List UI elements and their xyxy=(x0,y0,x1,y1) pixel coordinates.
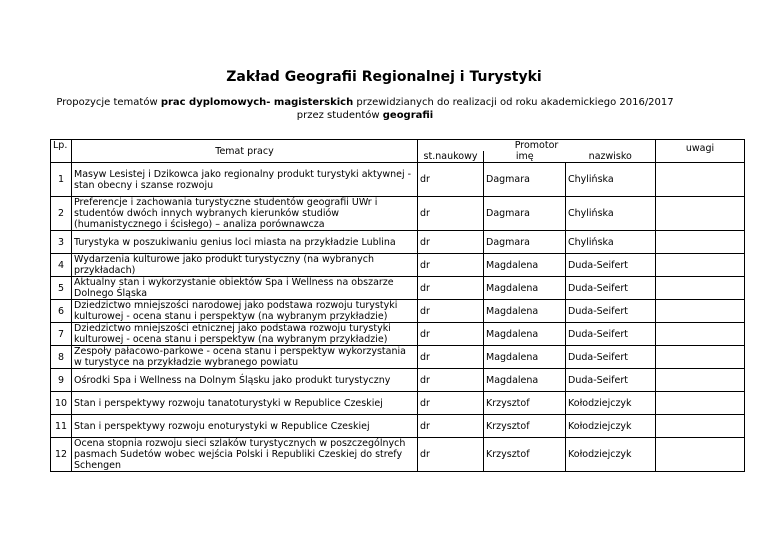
table-row xyxy=(51,438,745,472)
row-remarks xyxy=(656,369,745,392)
row-remarks xyxy=(656,197,745,231)
header-uwagi: uwagi xyxy=(656,140,745,163)
row-remarks xyxy=(656,231,745,254)
row-number: 2 xyxy=(51,197,72,231)
row-last-name: Duda-Seifert xyxy=(566,323,656,346)
row-remarks xyxy=(656,392,745,415)
row-st-naukowy: dr xyxy=(418,197,484,231)
row-remarks xyxy=(656,323,745,346)
row-last-name: Duda-Seifert xyxy=(566,277,656,300)
row-topic: Masyw Lesistej i Dzikowca jako regionalny produkt turystyki aktywnej - stan obecny i szanse rozwoju xyxy=(72,163,418,197)
header-imie: imę xyxy=(484,151,566,163)
row-st-naukowy: dr xyxy=(418,346,484,369)
row-first-name: Krzysztof xyxy=(484,415,566,438)
table-row xyxy=(51,197,745,231)
subtitle-line-1: Propozycje tematów prac dyplomowych- magisterskich przewidzianych do realizacji od roku akademickiego 2016/2017 xyxy=(56,97,674,108)
row-topic: Dziedzictwo mniejszości narodowej jako podstawa rozwoju turystyki kulturowej - ocena stanu i perspektyw (na wybranym przykładzie) xyxy=(72,300,418,323)
row-last-name: Chylińska xyxy=(566,231,656,254)
row-remarks xyxy=(656,438,745,472)
document-title: Zakład Geografii Regionalnej i Turystyki xyxy=(226,69,542,85)
row-number: 11 xyxy=(51,415,72,438)
row-first-name: Dagmara xyxy=(484,163,566,197)
table-row xyxy=(51,231,745,254)
row-topic: Stan i perspektywy rozwoju tanatoturystyki w Republice Czeskiej xyxy=(72,392,418,415)
table-row xyxy=(51,323,745,346)
table-row xyxy=(51,277,745,300)
row-st-naukowy: dr xyxy=(418,254,484,277)
table-row xyxy=(51,163,745,197)
row-topic: Dziedzictwo mniejszości etnicznej jako podstawa rozwoju turystyki kulturowej - ocena stanu i perspektyw (na wybranym przykładzie) xyxy=(72,323,418,346)
row-number: 10 xyxy=(51,392,72,415)
header-nazwisko: nazwisko xyxy=(566,151,656,163)
row-first-name: Magdalena xyxy=(484,369,566,392)
row-number: 6 xyxy=(51,300,72,323)
row-last-name: Duda-Seifert xyxy=(566,369,656,392)
table-row xyxy=(51,300,745,323)
row-topic: Stan i perspektywy rozwoju enoturystyki w Republice Czeskiej xyxy=(72,415,418,438)
row-last-name: Kołodziejczyk xyxy=(566,415,656,438)
row-st-naukowy: dr xyxy=(418,163,484,197)
row-remarks xyxy=(656,300,745,323)
table-row xyxy=(51,415,745,438)
header-st-naukowy: st.naukowy xyxy=(418,151,484,163)
row-last-name: Duda-Seifert xyxy=(566,300,656,323)
row-last-name: Kołodziejczyk xyxy=(566,392,656,415)
row-last-name: Kołodziejczyk xyxy=(566,438,656,472)
row-first-name: Magdalena xyxy=(484,254,566,277)
row-number: 1 xyxy=(51,163,72,197)
row-number: 4 xyxy=(51,254,72,277)
row-st-naukowy: dr xyxy=(418,392,484,415)
row-number: 12 xyxy=(51,438,72,472)
row-first-name: Magdalena xyxy=(484,346,566,369)
row-last-name: Duda-Seifert xyxy=(566,346,656,369)
row-number: 5 xyxy=(51,277,72,300)
row-last-name: Duda-Seifert xyxy=(566,254,656,277)
row-first-name: Dagmara xyxy=(484,231,566,254)
row-first-name: Krzysztof xyxy=(484,438,566,472)
row-remarks xyxy=(656,415,745,438)
row-number: 8 xyxy=(51,346,72,369)
topics-table xyxy=(50,139,745,472)
row-first-name: Magdalena xyxy=(484,323,566,346)
row-st-naukowy: dr xyxy=(418,277,484,300)
table-row xyxy=(51,254,745,277)
row-topic: Aktualny stan i wykorzystanie obiektów Spa i Wellness na obszarze Dolnego Śląska xyxy=(72,277,418,300)
row-last-name: Chylińska xyxy=(566,197,656,231)
row-st-naukowy: dr xyxy=(418,231,484,254)
row-topic: Ośrodki Spa i Wellness na Dolnym Śląsku jako produkt turystyczny xyxy=(72,369,418,392)
table-row xyxy=(51,346,745,369)
row-st-naukowy: dr xyxy=(418,300,484,323)
row-st-naukowy: dr xyxy=(418,323,484,346)
row-first-name: Dagmara xyxy=(484,197,566,231)
table-row xyxy=(51,392,745,415)
row-number: 7 xyxy=(51,323,72,346)
row-remarks xyxy=(656,163,745,197)
header-promotor: Promotor xyxy=(418,140,656,152)
row-st-naukowy: dr xyxy=(418,369,484,392)
header-lp: Lp. xyxy=(51,140,72,163)
row-topic: Ocena stopnia rozwoju sieci szlaków turystycznych w poszczególnych pasmach Sudetów wobec wejścia Polski i Republiki Czeskiej do strefy Schengen xyxy=(72,438,418,472)
row-first-name: Magdalena xyxy=(484,300,566,323)
table-row xyxy=(51,369,745,392)
row-last-name: Chylińska xyxy=(566,163,656,197)
row-number: 3 xyxy=(51,231,72,254)
row-st-naukowy: dr xyxy=(418,415,484,438)
header-temat: Temat pracy xyxy=(72,140,418,163)
row-remarks xyxy=(656,346,745,369)
row-number: 9 xyxy=(51,369,72,392)
row-topic: Zespoły pałacowo-parkowe - ocena stanu i perspektyw wykorzystania w turystyce na przykładzie wybranego powiatu xyxy=(72,346,418,369)
subtitle-line-2: przez studentów geografii xyxy=(296,110,434,121)
row-topic: Preferencje i zachowania turystyczne studentów geografii UWr i studentów dwóch innych wybranych kierunków studiów (humanistycznego i ścisłego) – analiza porównawcza xyxy=(72,197,418,231)
row-remarks xyxy=(656,277,745,300)
row-first-name: Krzysztof xyxy=(484,392,566,415)
row-topic: Wydarzenia kulturowe jako produkt turystyczny (na wybranych przykładach) xyxy=(72,254,418,277)
row-first-name: Magdalena xyxy=(484,277,566,300)
row-topic: Turystyka w poszukiwaniu genius loci miasta na przykładzie Lublina xyxy=(72,231,418,254)
row-st-naukowy: dr xyxy=(418,438,484,472)
row-remarks xyxy=(656,254,745,277)
